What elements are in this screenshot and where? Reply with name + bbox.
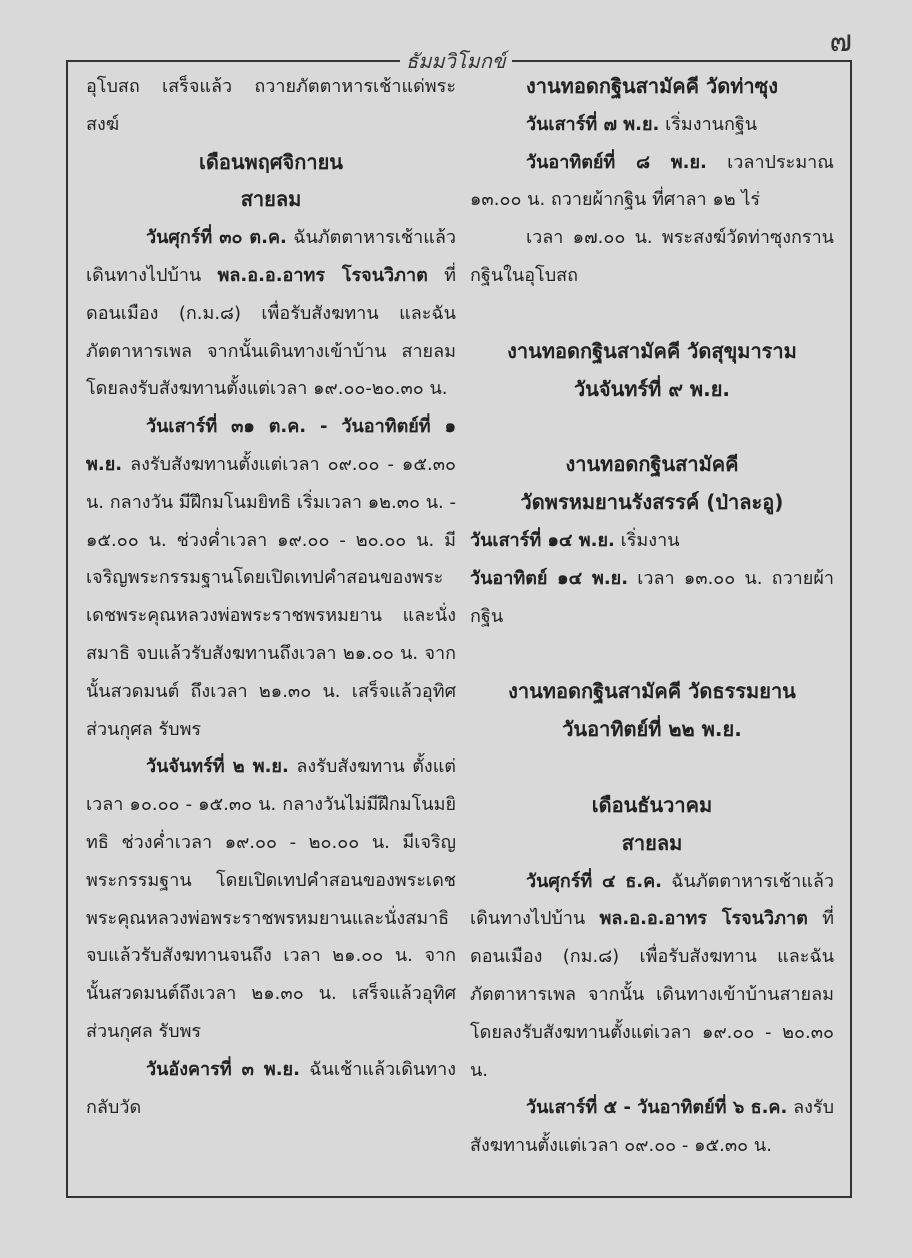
date-label: วันเสาร์ที่ ๕ - วันอาทิตย์ที่ ๖ ธ.ค. [526, 1097, 788, 1119]
right-column [470, 68, 834, 1165]
host-name: พล.อ.อ.อาทร โรจนวิภาต [217, 264, 428, 286]
section-heading: งานทอดกฐินสามัคคี วัดสุขุมาราม [507, 338, 797, 363]
section-heading: เดือนพฤศจิกายน [199, 149, 343, 174]
section-gap [470, 408, 834, 446]
body-paragraph [470, 106, 834, 144]
section-gap [470, 749, 834, 787]
body-paragraph [86, 68, 456, 144]
paragraph-text: เริ่มงาน [620, 529, 680, 551]
section-heading: งานทอดกฐินสามัคคี [565, 452, 739, 477]
body-paragraph [470, 863, 834, 1090]
body-paragraph [86, 748, 456, 1050]
paragraph-text: ลงรับสังฆทาน ตั้งแต่เวลา ๑๐.๐๐ - ๑๕.๓๐ น. กลางวันไม่มีฝึกมโนมยิทธิ ช่วงค่ำเวลา ๑๙.๐๐ - ๒๐.๐๐ น. มีเจริญพระกรรมฐาน โดยเปิดเทปคำสอนของพระเดชพระคุณหลวงพ่อพระราชพรหมยานและนั่งสมาธิ จบแล้วรับสังฆทานจนถึง เวลา ๒๑.๐๐ น. จากนั้นสวดมนต์ถึงเวลา ๒๑.๓๐ น. เสร็จแล้วอุทิศส่วนกุศล รับพร [86, 756, 456, 1042]
paragraph-text: เวลา ๑๓.๐๐ น. ถวายผ้ากฐิน [470, 567, 834, 627]
left-column [86, 68, 456, 1126]
paragraph-text: ฉันภัตตาหารเช้าแล้ว เดินทางไปบ้าน [86, 227, 456, 286]
date-label: วันอาทิตย์ ๑๔ พ.ย. [470, 567, 629, 589]
section-heading: งานทอดกฐินสามัคคี วัดท่าซุง [526, 74, 778, 98]
body-paragraph [470, 1089, 834, 1165]
section-heading: เดือนธันวาคม [591, 792, 713, 817]
body-paragraph [470, 219, 834, 295]
date-label: วันศุกร์ที่ ๓๐ ต.ค. [146, 227, 287, 249]
body-paragraph [470, 522, 834, 560]
section-heading: สายลม [621, 830, 683, 855]
running-title: ธัมมวิโมกข์ [400, 45, 512, 77]
paragraph-text: ฉันเช้าแล้วเดินทางกลับวัด [86, 1058, 456, 1118]
section-gap [470, 295, 834, 333]
section-heading: สายลม [240, 187, 302, 212]
body-paragraph [86, 1051, 456, 1127]
date-label: วันอังคารที่ ๓ พ.ย. [146, 1058, 300, 1080]
paragraph-text: ที่ดอนเมือง (ก.ม.๘) เพื่อรับสังฆทาน และฉันภัตตาหารเพล จากนั้นเดินทางเข้าบ้าน สายลม โดยลงรับสังฆทานตั้งแต่เวลา ๑๙.๐๐-๒๐.๓๐ น. [86, 264, 456, 400]
section-heading: วันอาทิตย์ที่ ๒๒ พ.ย. [562, 717, 742, 742]
paragraph-text: เริ่มงานกฐิน [665, 113, 758, 135]
host-name: พล.อ.อ.อาทร โรจนวิภาต [599, 908, 808, 930]
date-label: วันเสาร์ที่ ๓๑ ต.ค. - วันอาทิตย์ที่ ๑ พ.ย. [86, 416, 456, 475]
date-label: วันจันทร์ที่ ๒ พ.ย. [146, 756, 289, 778]
paragraph-text: ลงรับสังฆทานตั้งแต่เวลา ๐๙.๐๐ - ๑๕.๓๐ น. [470, 1097, 834, 1157]
body-paragraph [470, 560, 834, 636]
body-paragraph [86, 219, 456, 408]
body-paragraph [86, 408, 456, 748]
section-gap [470, 635, 834, 673]
paragraph-text: อุโบสถ เสร็จแล้ว ถวายภัตตาหารเช้าแด่พระสงฆ์ [86, 76, 456, 135]
date-label: วันเสาร์ที่ ๑๔ พ.ย. [470, 529, 615, 551]
paragraph-text: ที่ดอนเมือง (กม.๘) เพื่อรับสังฆทาน และฉันภัตตาหารเพล จากนั้น เดินทางเข้าบ้านสายลม โดยลงรับสังฆทานตั้งแต่เวลา ๑๙.๐๐ - ๒๐.๓๐ น. [470, 908, 834, 1081]
date-label: วันอาทิตย์ที่ ๘ พ.ย. [526, 151, 707, 173]
date-label: วันศุกร์ที่ ๔ ธ.ค. [526, 870, 663, 892]
body-paragraph [470, 144, 834, 220]
section-heading: วัดพรหมยานรังสรรค์ (ป่าละอู) [520, 490, 784, 515]
paragraph-text: ลงรับสังฆทานตั้งแต่เวลา ๐๙.๐๐ - ๑๕.๓๐ น. กลางวัน มีฝึกมโนมยิทธิ เริ่มเวลา ๑๒.๓๐ น. - ๑๕.๐๐ น. ช่วงค่ำเวลา ๑๙.๐๐ - ๒๐.๐๐ น. มีเจริญพระกรรมฐานโดยเปิดเทปคำสอนของพระเดชพระคุณหลวงพ่อพระราชพรหมยาน และนั่งสมาธิ จบแล้วรับสังฆทานถึงเวลา ๒๑.๐๐ น. จากนั้นสวดมนต์ ถึงเวลา ๒๑.๓๐ น. เสร็จแล้วอุทิศส่วนกุศล รับพร [86, 453, 456, 740]
paragraph-text: เวลาประมาณ ๑๓.๐๐ น. ถวายผ้ากฐิน ที่ศาลา ๑๒ ไร่ [470, 151, 834, 211]
section-heading: งานทอดกฐินสามัคคี วัดธรรมยาน [508, 679, 796, 704]
date-label: วันเสาร์ที่ ๗ พ.ย. [526, 113, 660, 135]
page-number: ๗ [829, 24, 852, 59]
section-heading: วันจันทร์ที่ ๙ พ.ย. [573, 376, 731, 401]
paragraph-text: ฉันภัตตาหารเช้าแล้วเดินทางไปบ้าน [470, 870, 834, 930]
paragraph-text: เวลา ๑๗.๐๐ น. พระสงฆ์วัดท่าซุงกรานกฐินในอุโบสถ [470, 227, 834, 286]
